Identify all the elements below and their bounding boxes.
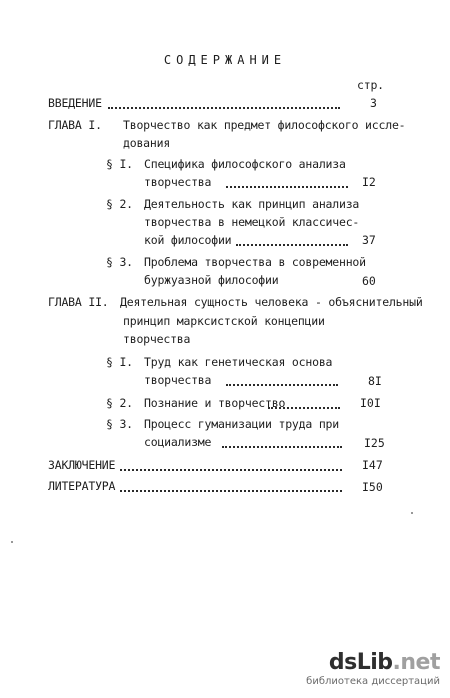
section-2-3-label: § 3.: [106, 417, 133, 431]
leader-dots: [222, 432, 342, 448]
section-1-1-page: I2: [362, 175, 376, 189]
leader-dots: [120, 455, 342, 471]
section-2-1-label: § I.: [106, 355, 133, 369]
section-1-3-label: § 3.: [106, 255, 133, 269]
page-column-header: стр.: [357, 78, 384, 92]
section-2-1-line-2: творчества: [144, 373, 212, 387]
leader-dots: [226, 172, 348, 188]
scan-speck: [411, 512, 413, 514]
section-2-2-page: I0I: [360, 396, 381, 410]
leader-dots: [236, 230, 348, 246]
chapter-2-title-line-2: принцип марксистской концепции: [123, 314, 325, 328]
watermark-logo: [329, 650, 440, 675]
toc-entry-literature-page: I50: [362, 480, 383, 494]
chapter-1-title-line-1: Творчество как предмет философского иссле-: [123, 118, 406, 132]
section-2-2-line-1: Познание и творчество: [144, 396, 286, 410]
chapter-2-title-line-3: творчества: [123, 332, 191, 346]
section-1-2-line-1: Деятельность как принцип анализа: [144, 197, 360, 211]
toc-entry-introduction-label: ВВЕДЕНИЕ: [48, 96, 102, 110]
section-2-1-page: 8I: [368, 374, 382, 388]
section-1-2-page: 37: [362, 233, 376, 247]
toc-entry-literature-label: ЛИТЕРАТУРА: [48, 479, 116, 493]
section-1-2-line-3: кой философии: [144, 233, 232, 247]
toc-entry-conclusion-page: I47: [362, 458, 383, 472]
watermark-subtitle: библиотека диссертаций: [306, 676, 440, 687]
leader-dots: [226, 370, 338, 386]
section-1-3-page: 60: [362, 274, 376, 288]
toc-entry-introduction-page: 3: [370, 96, 377, 110]
section-1-1-label: § I.: [106, 157, 133, 171]
leader-dots: [108, 93, 340, 109]
leader-dots: [120, 476, 342, 492]
section-2-3-line-2: социализме: [144, 435, 212, 449]
toc-title: СОДЕРЖАНИЕ: [163, 53, 287, 67]
chapter-2-title-line-1: Деятельная сущность человека - объяснительный: [120, 295, 423, 309]
section-1-1-line-2: творчества: [144, 175, 212, 189]
chapter-1-label: ГЛАВА I.: [48, 118, 102, 132]
toc-entry-conclusion-label: ЗАКЛЮЧЕНИЕ: [48, 458, 116, 472]
leader-dots: [268, 393, 340, 409]
watermark: [240, 650, 440, 690]
chapter-2-label: ГЛАВА II.: [48, 295, 109, 309]
section-1-3-line-2: буржуазной философии: [144, 273, 279, 287]
section-1-1-line-1: Специфика философского анализа: [144, 157, 346, 171]
watermark-logo-main: dsLib: [328, 650, 393, 675]
section-2-1-line-1: Труд как генетическая основа: [144, 355, 333, 369]
section-1-2-line-2: творчества в немецкой классичес-: [144, 215, 360, 229]
section-2-3-page: I25: [364, 436, 385, 450]
chapter-1-title-line-2: дования: [123, 136, 171, 150]
section-2-2-label: § 2.: [106, 396, 133, 410]
section-2-3-line-1: Процесс гуманизации труда при: [144, 417, 339, 431]
section-1-2-label: § 2.: [106, 197, 133, 211]
section-1-3-line-1: Проблема творчества в современной: [144, 255, 366, 269]
scan-speck: [11, 541, 13, 543]
watermark-logo-suffix: .net: [392, 650, 440, 675]
